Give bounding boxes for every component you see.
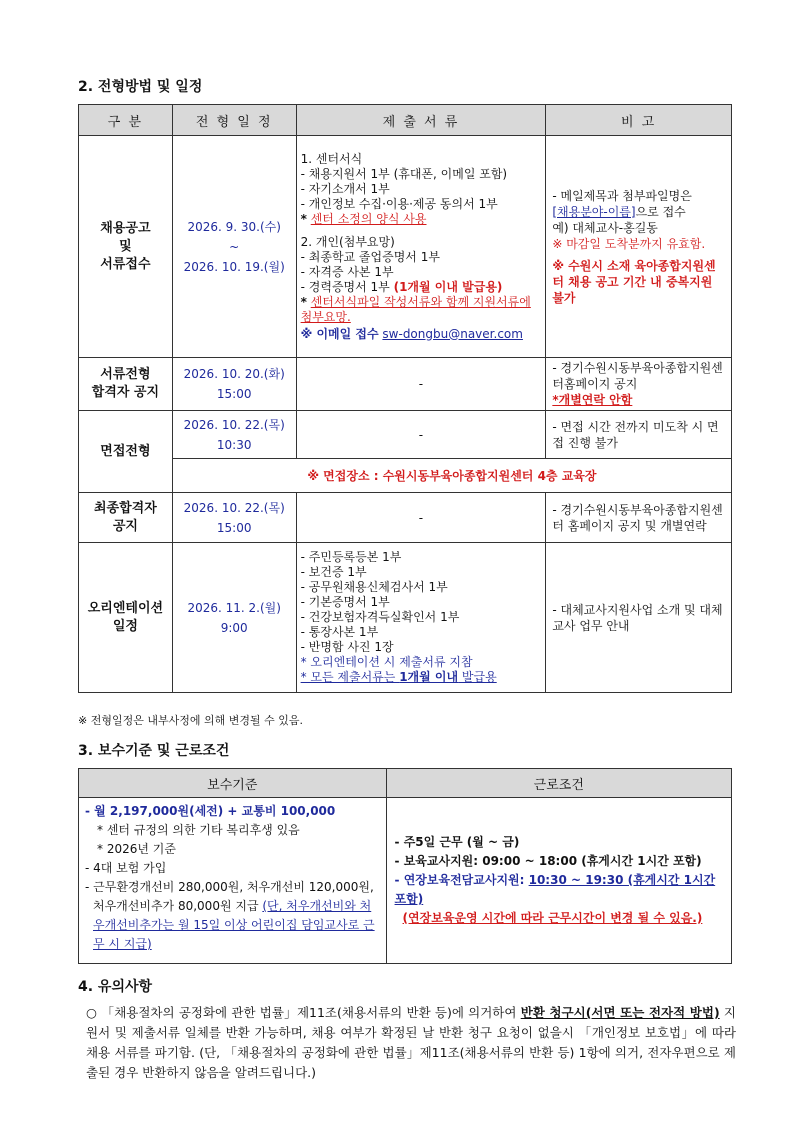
section-3-title: 3. 보수기준 및 근로조건 — [78, 743, 230, 759]
stage-application: 채용공고 및 서류접수 — [79, 136, 173, 358]
stage-interview: 면접전형 — [79, 411, 173, 493]
documents-final-result: - — [296, 493, 546, 543]
table-row — [79, 493, 732, 543]
section-4-title: 4. 유의사항 — [78, 979, 153, 995]
schedule-doc-result: 2026. 10. 20.(화) 15:00 — [172, 358, 296, 411]
documents-orientation: - 주민등록등본 1부 - 보건증 1부 - 공무원채용신체검사서 1부 - 기본증명서 1부 - 건강보험자격득실확인서 1부 - 통장사본 1부 - 반명함 사진 1장 * 오리엔테이션 시 제출서류 지참 * 모든 제출서류는 1개월 이내 발급용 — [296, 543, 546, 693]
remarks-orientation: - 대체교사지원사업 소개 및 대체교사 업무 안내 — [546, 543, 732, 693]
email-link[interactable]: sw-dongbu@naver.com — [382, 326, 523, 341]
notice-paragraph: ○ 「채용절차의 공정화에 관한 법률」제11조(채용서류의 반환 등)에 의거하여 반환 청구시(서면 또는 전자적 방법) 지원서 및 제출서류 일체를 반환 가능하며, 채용 여부가 확정된 날 반환 청구 요청이 없을시 「개인정보 보호법」에 따라 채용 서류를 파기함. (단, 「채용절차의 공정화에 관한 법률」제11조(채용서류의 반환 등) 1항에 의거, 전자우편으로 제출된 경우 반환하지 않음을 알려드립니다.) — [86, 1005, 736, 1080]
header-schedule: 전 형 일 정 — [172, 105, 296, 136]
section-2-title: 2. 전형방법 및 일정 — [78, 79, 203, 95]
table-row — [79, 459, 732, 493]
schedule-header-row — [79, 105, 732, 136]
pay-conditions-table — [78, 768, 732, 964]
header-work: 근로조건 — [386, 769, 731, 798]
circle-bullet-icon: ○ — [86, 1005, 98, 1020]
interview-place: ※ 면접장소 : 수원시동부육아종합지원센터 4층 교육장 — [172, 459, 731, 493]
pay-header-row — [79, 769, 732, 798]
work-conditions: - 주5일 근무 (월 ~ 금) - 보육교사지원: 09:00 ~ 18:00 (휴게시간 1시간 포함) - 연장보육전담교사지원: 10:30 ~ 19:30 (휴게시간 1시간 포함) (연장보육운영 시간에 따라 근무시간이 변경 될 수 있음.) — [386, 798, 731, 964]
pay-details: - 월 2,197,000원(세전) + 교통비 100,000 * 센터 규정의 의한 기타 복리후생 있음 * 2026년 기준 - 4대 보험 가입 - 근무환경개선비 280,000원, 처우개선비 120,000원, 처우개선비추가 80,000원 지급 (단, 처우개선비와 처우개선비추가는 월 15일 이상 어린이집 담임교사로 근무 시 지급) — [79, 798, 387, 964]
table-row — [79, 798, 732, 964]
schedule-interview: 2026. 10. 22.(목) 10:30 — [172, 411, 296, 459]
header-category: 구 분 — [79, 105, 173, 136]
remarks-application: - 메일제목과 첨부파일명은 [채용분야-이름]으로 접수 예) 대체교사-홍길동 ※ 마감일 도착분까지 유효함. ※ 수원시 소재 육아종합지원센터 채용 공고 기간 내 중복지원 불가 — [546, 136, 732, 358]
table-row — [79, 358, 732, 411]
stage-final-result: 최종합격자 공지 — [79, 493, 173, 543]
table-row — [79, 543, 732, 693]
documents-interview: - — [296, 411, 546, 459]
header-documents: 제 출 서 류 — [296, 105, 546, 136]
remarks-doc-result: - 경기수원시동부육아종합지원센터홈페이지 공지 *개별연락 안함 — [546, 358, 732, 411]
header-remarks: 비 고 — [546, 105, 732, 136]
schedule-application: 2026. 9. 30.(수) ~ 2026. 10. 19.(월) — [172, 136, 296, 358]
stage-doc-result: 서류전형 합격자 공지 — [79, 358, 173, 411]
schedule-note: ※ 전형일정은 내부사정에 의해 변경될 수 있음. — [78, 714, 303, 727]
table-row — [79, 411, 732, 459]
documents-doc-result: - — [296, 358, 546, 411]
documents-application: 1. 센터서식 - 채용지원서 1부 (휴대폰, 이메일 포함) - 자기소개서 1부 - 개인정보 수집·이용·제공 동의서 1부 * 센터 소정의 양식 사용 2. 개인(첨부요망) - 최종학교 졸업증명서 1부 - 자격증 사본 1부 - 경력증명서 1부 (1개월 이내 발급용) * 센터서식파일 작성서류와 함께 지원서류에 첨부요망. ※ 이메일 접수 sw-dongbu@naver.com — [296, 136, 546, 358]
stage-orientation: 오리엔테이션 일정 — [79, 543, 173, 693]
schedule-orientation: 2026. 11. 2.(월) 9:00 — [172, 543, 296, 693]
schedule-table — [78, 104, 732, 693]
table-row — [79, 136, 732, 358]
remarks-final-result: - 경기수원시동부육아종합지원센터 홈페이지 공지 및 개별연락 — [546, 493, 732, 543]
header-pay: 보수기준 — [79, 769, 387, 798]
schedule-final-result: 2026. 10. 22.(목) 15:00 — [172, 493, 296, 543]
remarks-interview: - 면접 시간 전까지 미도착 시 면접 진행 불가 — [546, 411, 732, 459]
